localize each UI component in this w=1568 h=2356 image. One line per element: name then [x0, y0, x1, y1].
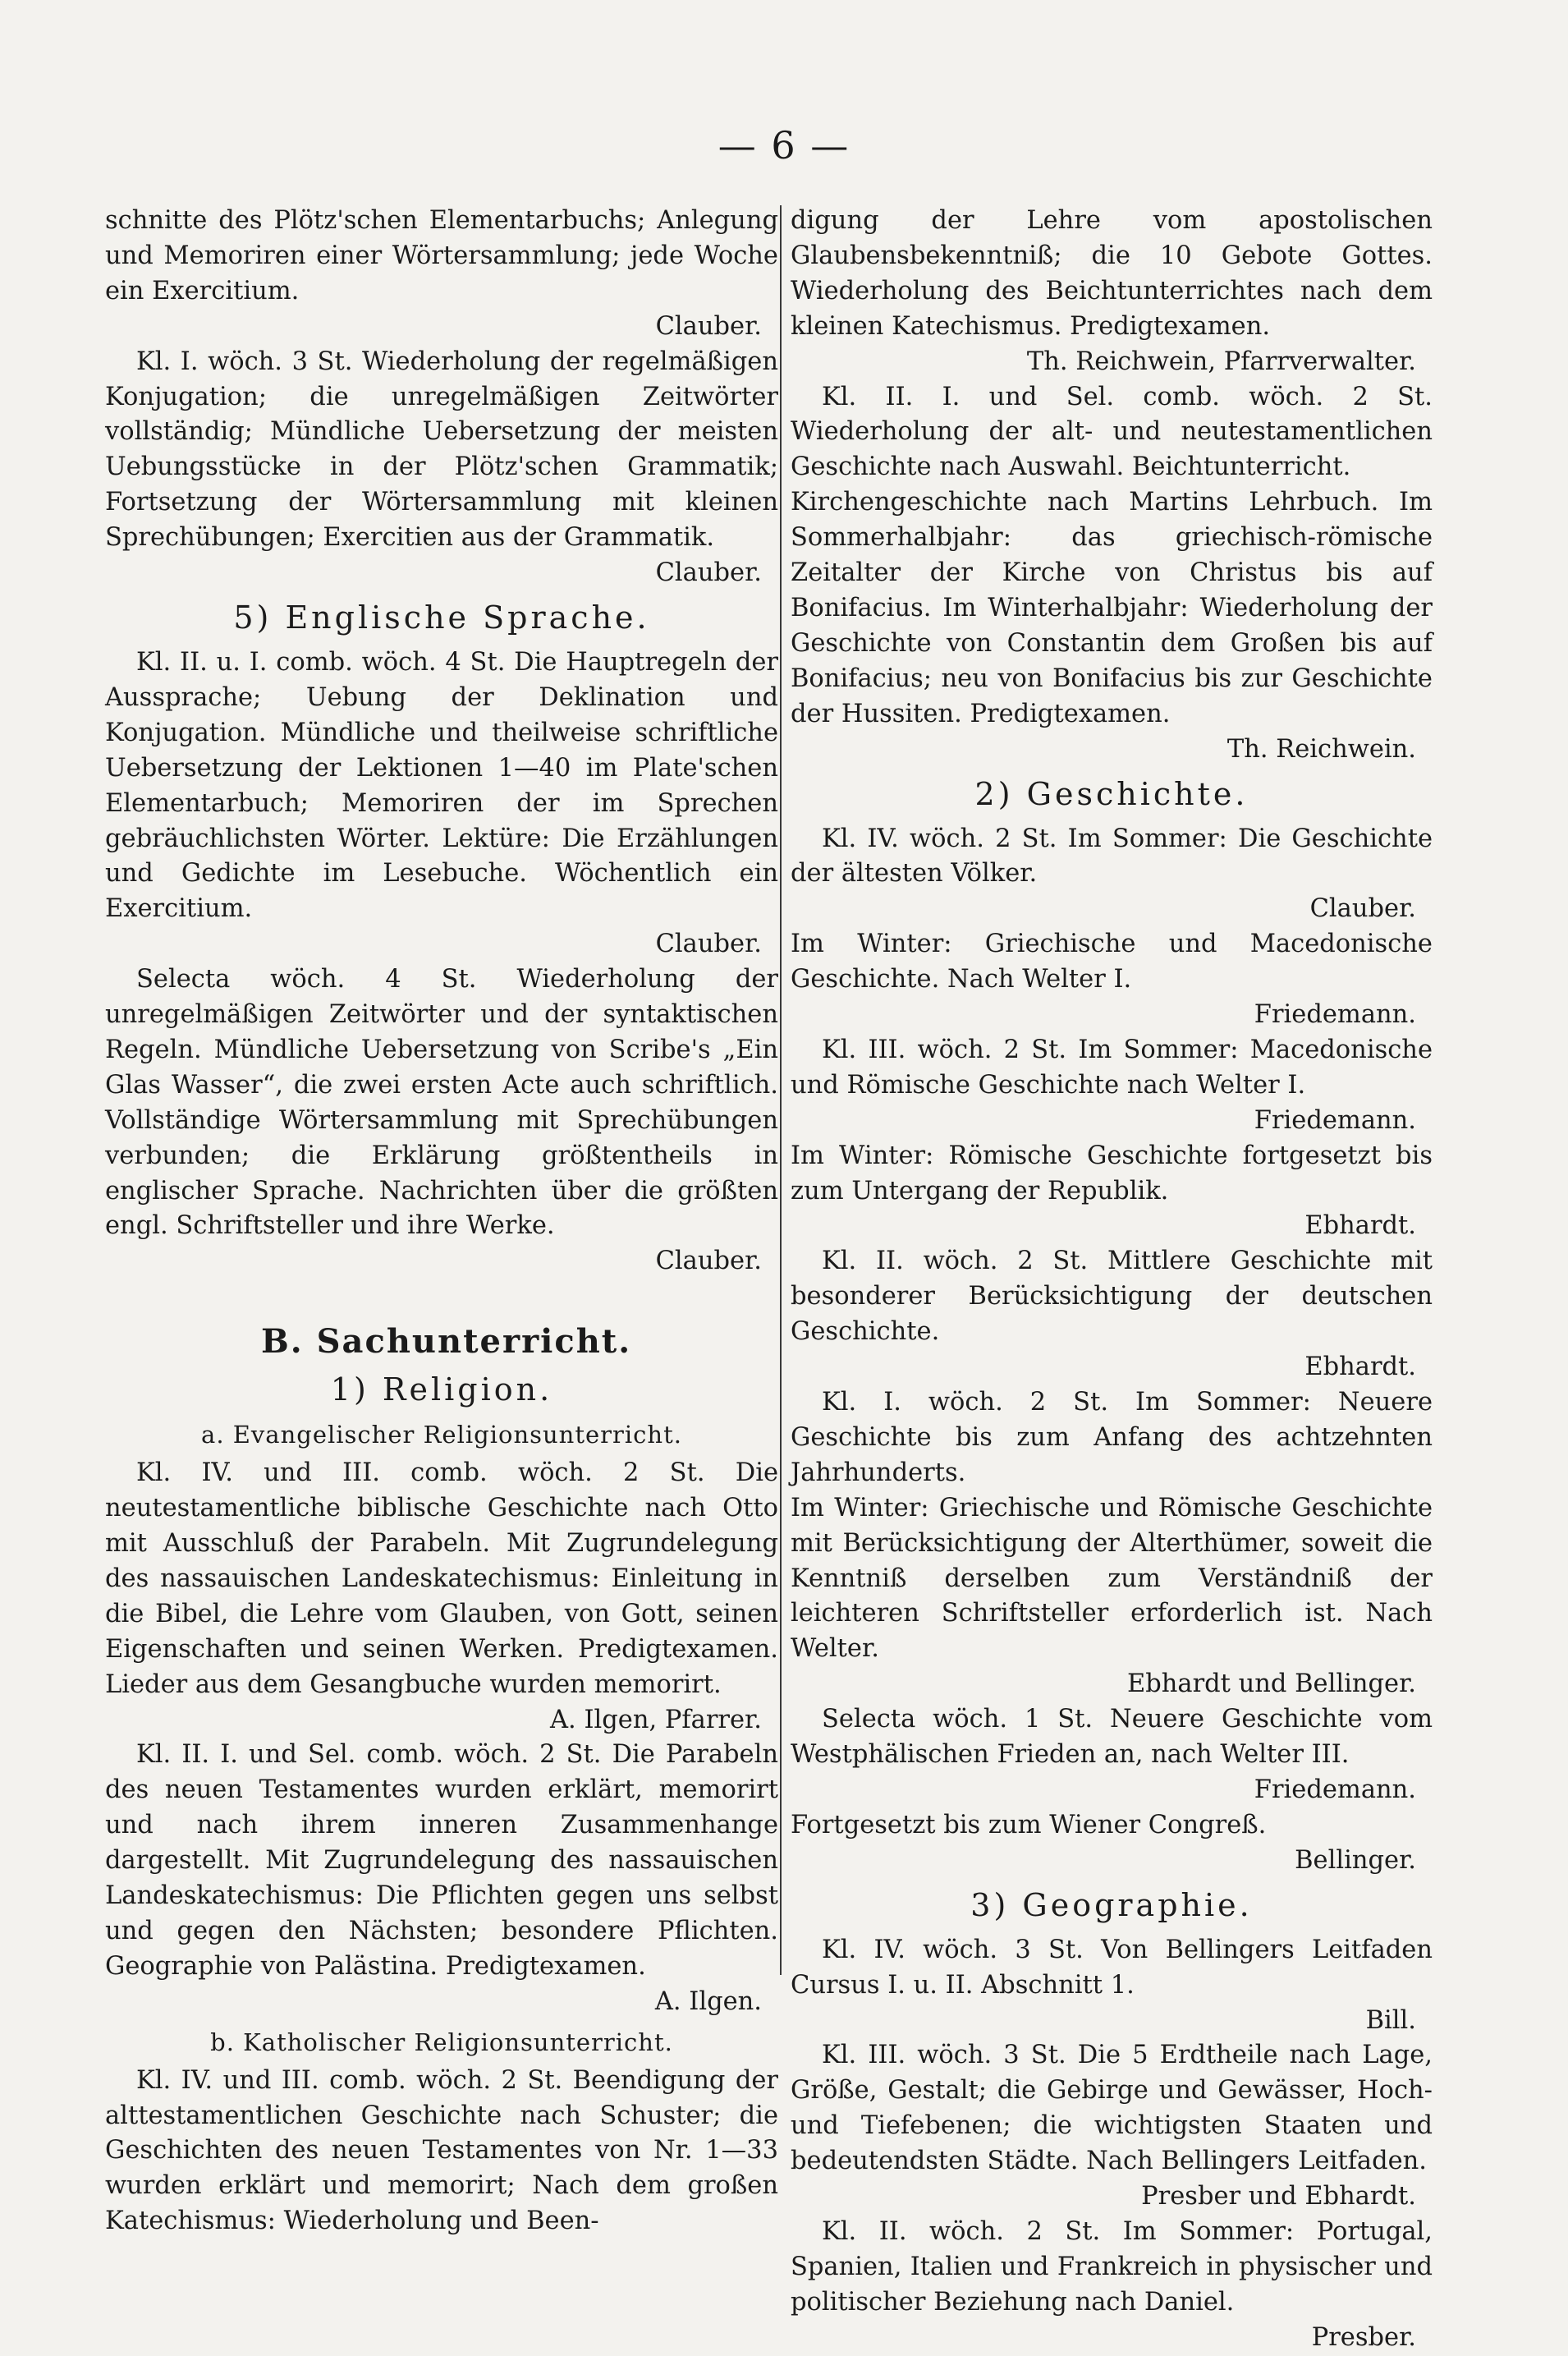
paragraph: Kl. II. I. und Sel. comb. wöch. 2 St. Die Parabeln des neuen Testamentes wurden erklärt, memorirt und nach ihrem inneren Zusammenhange dargestellt. Mit Zugrundelegung des nassauischen Landeskatechismus: Die Pflichten gegen uns selbst und gegen den Nächsten; besondere Pflichten. Geographie von Palästina. Predigtexamen. [105, 1740, 778, 1981]
teacher-signature: Ebhardt. [1304, 1211, 1416, 1241]
paragraph: Kl. II. wöch. 2 St. Mittlere Geschichte mit besonderer Berücksichtigung der deutschen Geschichte. [791, 1247, 1433, 1347]
teacher-signature: Friedemann. [1254, 1775, 1416, 1804]
section-heading-religion: 1) Religion. [330, 1371, 553, 1408]
paragraph: Kl. II. I. und Sel. comb. wöch. 2 St. Wiederholung der alt- und neutestamentlichen Geschichte nach Auswahl. Beichtunterricht. [791, 382, 1433, 482]
teacher-signature: Friedemann. [1254, 1000, 1416, 1030]
paragraph: Kl. II. u. I. comb. wöch. 4 St. Die Hauptregeln der Aussprache; Uebung der Deklination und Konjugation. Mündliche und theilweise schriftliche Uebersetzung der Lektionen 1—40 im Plate'schen Elementarbuch; Memoriren der im Sprechen gebräuchlichsten Wörter. Lektüre: Die Erzählungen und Gedichte im Lesebuche. Wöchentlich ein Exercitium. [105, 647, 778, 924]
right-column [791, 204, 1433, 2356]
page-number: — 6 — [718, 123, 850, 168]
teacher-signature: Clauber. [1309, 894, 1416, 924]
paragraph: Kirchengeschichte nach Martins Lehrbuch. Im Sommerhalbjahr: das griechisch-römische Zeitalter der Kirche von Christus bis auf Bonifacius. Im Winterhalbjahr: Wiederholung der Geschichte von Constantin dem Großen bis auf Bonifacius; neu von Bonifacius bis zur Geschichte der Hussiten. Predigtexamen. [791, 488, 1433, 728]
paragraph: Kl. IV. wöch. 3 St. Von Bellingers Leitfaden Cursus I. u. II. Abschnitt 1. [791, 1935, 1433, 2000]
part-heading-sachunterricht: B. Sachunterricht. [261, 1322, 632, 1362]
paragraph: Im Winter: Römische Geschichte fortgesetzt bis zum Untergang der Republik. [791, 1141, 1433, 1206]
section-heading-geographie: 3) Geographie. [970, 1886, 1253, 1923]
teacher-signature: Friedemann. [1254, 1105, 1416, 1135]
teacher-signature: A. Ilgen, Pfarrer. [550, 1705, 762, 1734]
left-column [105, 204, 778, 2239]
paragraph: Im Winter: Griechische und Römische Geschichte mit Berücksichtigung der Alterthümer, soweit die Kenntniß derselben zum Verständniß der leichteren Schriftsteller erforderlich ist. Nach Welter. [791, 1493, 1433, 1664]
paragraph: Kl. IV. und III. comb. wöch. 2 St. Beendigung der alttestamentlichen Geschichte nach Schuster; die Geschichten des neuen Testamentes von Nr. 1—33 wurden erklärt und memorirt; Nach dem großen Katechismus: Wiederholung und Been- [105, 2065, 778, 2236]
paragraph: schnitte des Plötz'schen Elementarbuchs; Anlegung und Memoriren einer Wörtersammlung; jede Woche ein Exercitium. [105, 206, 778, 305]
teacher-signature: Presber und Ebhardt. [1141, 2182, 1416, 2211]
teacher-signature: Bill. [1365, 2005, 1416, 2035]
subheading-catholic: b. Katholischer Religionsunterricht. [210, 2028, 673, 2056]
paragraph: Selecta wöch. 4 St. Wiederholung der unregelmäßigen Zeitwörter und der syntaktischen Regeln. Mündliche Uebersetzung von Scribe's „Ein Glas Wasser“, die zwei ersten Acte auch schriftlich. Vollständige Wörtersammlung mit Sprechübungen verbunden; die Erklärung größtentheils in englischer Sprache. Nachrichten über die größten engl. Schriftsteller und ihre Werke. [105, 965, 778, 1241]
teacher-signature: Clauber. [655, 1247, 762, 1276]
teacher-signature: Th. Reichwein, Pfarrverwalter. [1026, 347, 1416, 376]
paragraph: Fortgesetzt bis zum Wiener Congreß. [791, 1810, 1267, 1839]
paragraph: Kl. III. wöch. 3 St. Die 5 Erdtheile nach Lage, Größe, Gestalt; die Gebirge und Gewässer, Hoch- und Tiefebenen; die wichtigsten Staaten und bedeutendsten Städte. Nach Bellingers Leitfaden. [791, 2041, 1433, 2176]
paragraph: Kl. I. wöch. 2 St. Im Sommer: Neuere Geschichte bis zum Anfang des achtzehnten Jahrhunderts. [791, 1388, 1433, 1487]
paragraph: Kl. II. wöch. 2 St. Im Sommer: Portugal, Spanien, Italien und Frankreich in physischer und politischer Beziehung nach Daniel. [791, 2216, 1433, 2317]
paragraph: Kl. III. wöch. 2 St. Im Sommer: Macedonische und Römische Geschichte nach Welter I. [791, 1035, 1433, 1100]
subheading-evangelical: a. Evangelischer Religionsunterricht. [201, 1421, 682, 1449]
column-divider [780, 205, 782, 1975]
teacher-signature: Ebhardt. [1304, 1353, 1416, 1382]
paragraph: Kl. IV. wöch. 2 St. Im Sommer: Die Geschichte der ältesten Völker. [791, 824, 1433, 889]
teacher-signature: Clauber. [655, 930, 762, 959]
paragraph: digung der Lehre vom apostolischen Glaubensbekenntniß; die 10 Gebote Gottes. Wiederholung des Beichtunterrichtes nach dem kleinen Katechismus. Predigtexamen. [791, 206, 1433, 341]
teacher-signature: Clauber. [655, 558, 762, 588]
paragraph: Kl. IV. und III. comb. wöch. 2 St. Die neutestamentliche biblische Geschichte nach Otto mit Ausschluß der Parabeln. Mit Zugrundelegung des nassauischen Landeskatechismus: Einleitung in die Bibel, die Lehre vom Glauben, von Gott, seinen Eigenschaften und seinen Werken. Predigtexamen. Lieder aus dem Gesangbuche wurden memorirt. [105, 1458, 778, 1699]
section-heading-geschichte: 2) Geschichte. [974, 775, 1249, 812]
teacher-signature: Th. Reichwein. [1226, 734, 1416, 764]
paragraph: Selecta wöch. 1 St. Neuere Geschichte vom Westphälischen Frieden an, nach Welter III. [791, 1705, 1433, 1770]
teacher-signature: A. Ilgen. [654, 1986, 762, 2016]
teacher-signature: Presber. [1311, 2322, 1416, 2352]
paragraph: Im Winter: Griechische und Macedonische Geschichte. Nach Welter I. [791, 930, 1433, 994]
teacher-signature: Clauber. [655, 311, 762, 341]
paragraph: Kl. I. wöch. 3 St. Wiederholung der regelmäßigen Konjugation; die unregelmäßigen Zeitwörter vollständig; Mündliche Uebersetzung der meisten Uebungsstücke in der Plötz'schen Grammatik; Fortsetzung der Wörtersammlung mit kleinen Sprechübungen; Exercitien aus der Grammatik. [105, 347, 778, 553]
teacher-signature: Bellinger. [1295, 1845, 1416, 1875]
teacher-signature: Ebhardt und Bellinger. [1126, 1669, 1416, 1699]
section-heading-english: 5) Englische Sprache. [233, 599, 650, 636]
